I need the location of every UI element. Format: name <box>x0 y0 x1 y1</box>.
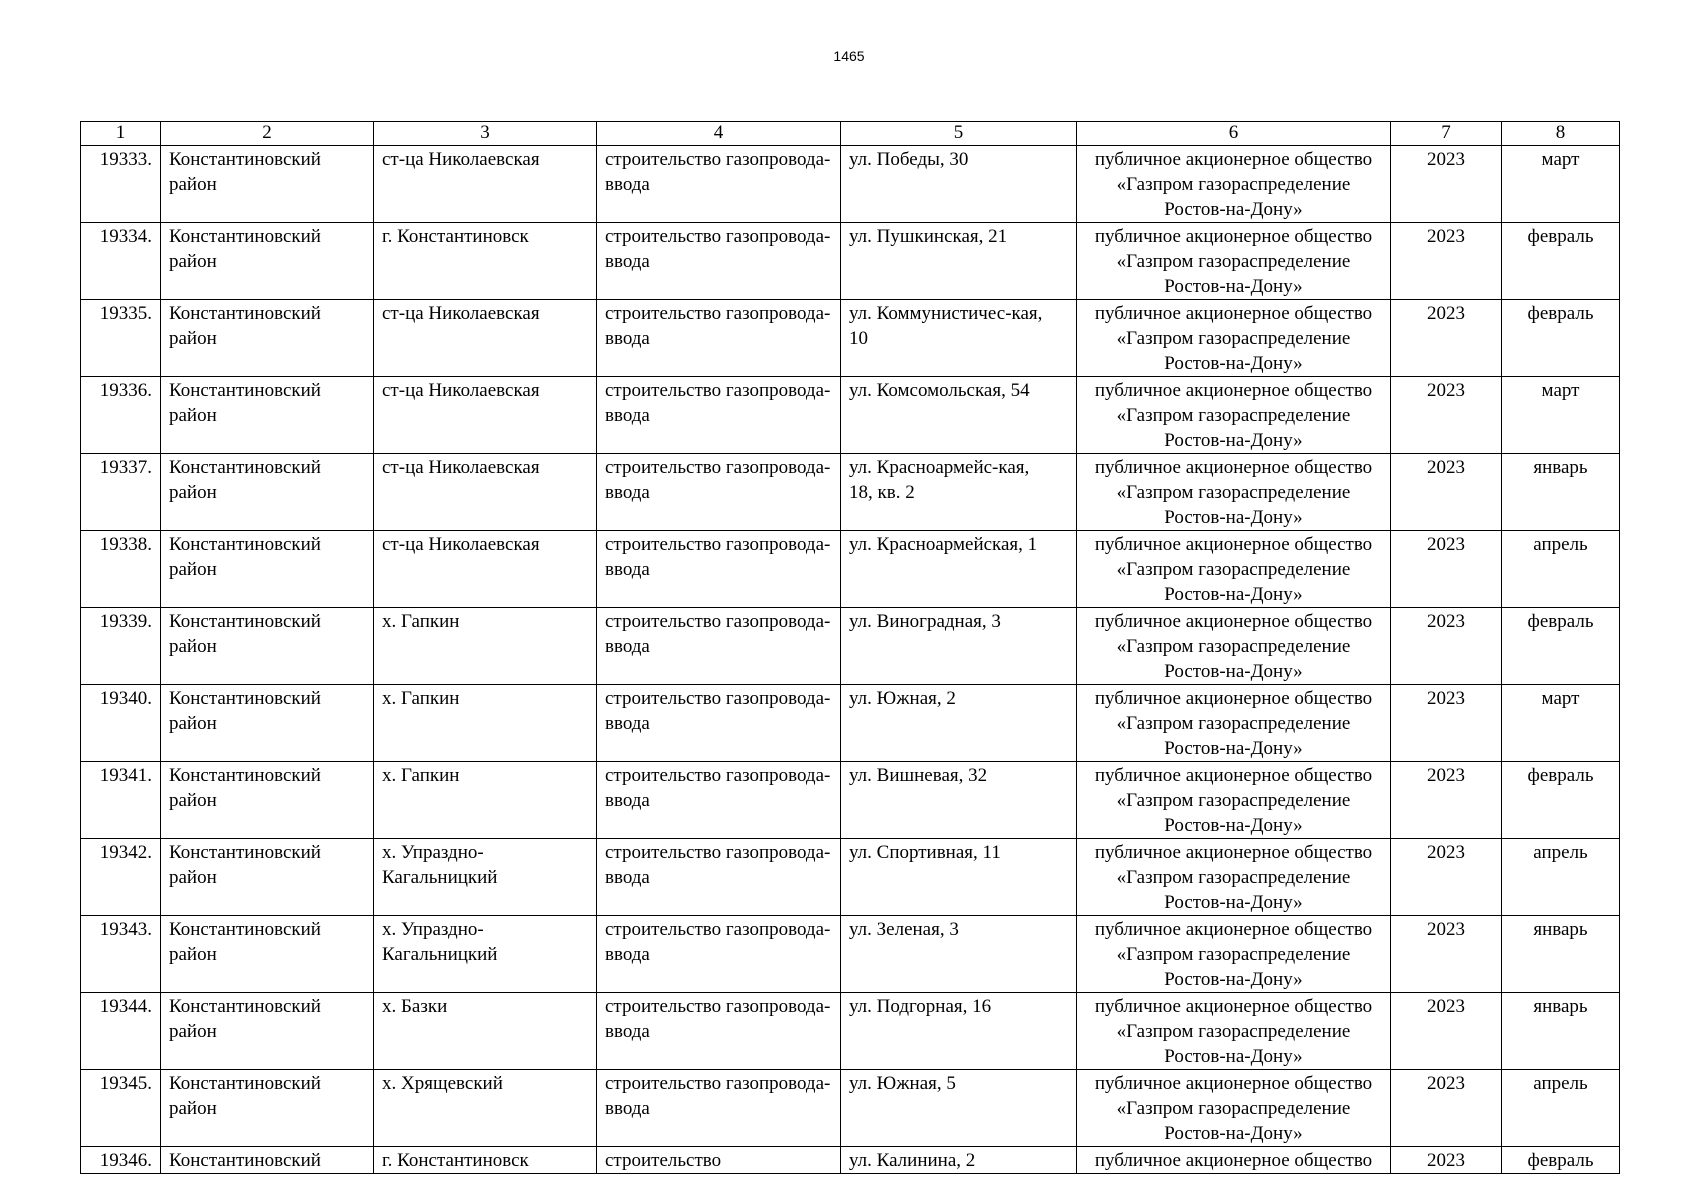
month-cell: март <box>1502 377 1620 454</box>
month-cell: февраль <box>1502 762 1620 839</box>
district-cell: Константиновский район <box>161 146 374 223</box>
table-row <box>81 608 1620 685</box>
organization-cell: публичное акционерное общество «Газпром газораспределение Ростов-на-Дону» <box>1077 839 1391 916</box>
settlement-cell: г. Константиновск <box>374 223 597 300</box>
organization-cell: публичное акционерное общество «Газпром газораспределение Ростов-на-Дону» <box>1077 223 1391 300</box>
year-cell: 2023 <box>1391 839 1502 916</box>
month-cell: февраль <box>1502 608 1620 685</box>
work-type-cell: строительство газопровода-ввода <box>597 993 841 1070</box>
address-cell: ул. Коммунистичес-кая, 10 <box>841 300 1077 377</box>
address-cell: ул. Пушкинская, 21 <box>841 223 1077 300</box>
settlement-cell: х. Базки <box>374 993 597 1070</box>
work-type-cell: строительство газопровода-ввода <box>597 300 841 377</box>
year-cell: 2023 <box>1391 454 1502 531</box>
table-row <box>81 454 1620 531</box>
settlement-cell: х. Упраздно-Кагальницкий <box>374 839 597 916</box>
column-header-1: 1 <box>81 122 161 146</box>
work-type-cell: строительство газопровода-ввода <box>597 839 841 916</box>
year-cell: 2023 <box>1391 1147 1502 1174</box>
district-cell: Константиновский район <box>161 531 374 608</box>
settlement-cell: х. Хрящевский <box>374 1070 597 1147</box>
work-type-cell: строительство газопровода-ввода <box>597 1070 841 1147</box>
row-number: 19342. <box>81 839 161 916</box>
district-cell: Константиновский район <box>161 1070 374 1147</box>
year-cell: 2023 <box>1391 300 1502 377</box>
year-cell: 2023 <box>1391 146 1502 223</box>
settlement-cell: ст-ца Николаевская <box>374 454 597 531</box>
address-cell: ул. Комсомольская, 54 <box>841 377 1077 454</box>
row-number: 19333. <box>81 146 161 223</box>
district-cell: Константиновский район <box>161 993 374 1070</box>
data-table <box>80 121 1620 1174</box>
row-number: 19334. <box>81 223 161 300</box>
month-cell: февраль <box>1502 300 1620 377</box>
organization-cell: публичное акционерное общество «Газпром газораспределение Ростов-на-Дону» <box>1077 762 1391 839</box>
work-type-cell: строительство газопровода-ввода <box>597 454 841 531</box>
year-cell: 2023 <box>1391 1070 1502 1147</box>
district-cell: Константиновский район <box>161 608 374 685</box>
month-cell: март <box>1502 146 1620 223</box>
organization-cell: публичное акционерное общество <box>1077 1147 1391 1174</box>
organization-cell: публичное акционерное общество «Газпром газораспределение Ростов-на-Дону» <box>1077 300 1391 377</box>
work-type-cell: строительство газопровода-ввода <box>597 916 841 993</box>
table-row <box>81 839 1620 916</box>
settlement-cell: ст-ца Николаевская <box>374 531 597 608</box>
organization-cell: публичное акционерное общество «Газпром газораспределение Ростов-на-Дону» <box>1077 454 1391 531</box>
year-cell: 2023 <box>1391 531 1502 608</box>
month-cell: апрель <box>1502 1070 1620 1147</box>
column-header-3: 3 <box>374 122 597 146</box>
table-row <box>81 146 1620 223</box>
district-cell: Константиновский <box>161 1147 374 1174</box>
month-cell: февраль <box>1502 223 1620 300</box>
table-row <box>81 993 1620 1070</box>
year-cell: 2023 <box>1391 223 1502 300</box>
column-header-6: 6 <box>1077 122 1391 146</box>
settlement-cell: г. Константиновск <box>374 1147 597 1174</box>
row-number: 19346. <box>81 1147 161 1174</box>
year-cell: 2023 <box>1391 916 1502 993</box>
table-row <box>81 531 1620 608</box>
page-number: 1465 <box>833 48 865 64</box>
year-cell: 2023 <box>1391 608 1502 685</box>
table-row <box>81 685 1620 762</box>
settlement-cell: ст-ца Николаевская <box>374 146 597 223</box>
district-cell: Константиновский район <box>161 377 374 454</box>
month-cell: апрель <box>1502 531 1620 608</box>
work-type-cell: строительство газопровода-ввода <box>597 685 841 762</box>
month-cell: январь <box>1502 454 1620 531</box>
district-cell: Константиновский район <box>161 839 374 916</box>
year-cell: 2023 <box>1391 993 1502 1070</box>
table-row <box>81 762 1620 839</box>
address-cell: ул. Южная, 2 <box>841 685 1077 762</box>
row-number: 19337. <box>81 454 161 531</box>
district-cell: Константиновский район <box>161 223 374 300</box>
row-number: 19344. <box>81 993 161 1070</box>
address-cell: ул. Калинина, 2 <box>841 1147 1077 1174</box>
column-header-8: 8 <box>1502 122 1620 146</box>
column-header-2: 2 <box>161 122 374 146</box>
row-number: 19336. <box>81 377 161 454</box>
address-cell: ул. Красноармейс-кая, 18, кв. 2 <box>841 454 1077 531</box>
address-cell: ул. Южная, 5 <box>841 1070 1077 1147</box>
row-number: 19341. <box>81 762 161 839</box>
row-number: 19340. <box>81 685 161 762</box>
organization-cell: публичное акционерное общество «Газпром газораспределение Ростов-на-Дону» <box>1077 685 1391 762</box>
district-cell: Константиновский район <box>161 454 374 531</box>
district-cell: Константиновский район <box>161 916 374 993</box>
address-cell: ул. Зеленая, 3 <box>841 916 1077 993</box>
table-row <box>81 300 1620 377</box>
address-cell: ул. Виноградная, 3 <box>841 608 1077 685</box>
month-cell: январь <box>1502 993 1620 1070</box>
year-cell: 2023 <box>1391 685 1502 762</box>
work-type-cell: строительство газопровода-ввода <box>597 223 841 300</box>
organization-cell: публичное акционерное общество «Газпром газораспределение Ростов-на-Дону» <box>1077 608 1391 685</box>
year-cell: 2023 <box>1391 762 1502 839</box>
organization-cell: публичное акционерное общество «Газпром газораспределение Ростов-на-Дону» <box>1077 377 1391 454</box>
address-cell: ул. Победы, 30 <box>841 146 1077 223</box>
month-cell: апрель <box>1502 839 1620 916</box>
header-row <box>81 122 1620 146</box>
work-type-cell: строительство газопровода-ввода <box>597 146 841 223</box>
month-cell: март <box>1502 685 1620 762</box>
row-number: 19345. <box>81 1070 161 1147</box>
settlement-cell: х. Гапкин <box>374 685 597 762</box>
organization-cell: публичное акционерное общество «Газпром газораспределение Ростов-на-Дону» <box>1077 993 1391 1070</box>
work-type-cell: строительство газопровода-ввода <box>597 608 841 685</box>
row-number: 19343. <box>81 916 161 993</box>
organization-cell: публичное акционерное общество «Газпром газораспределение Ростов-на-Дону» <box>1077 146 1391 223</box>
address-cell: ул. Красноармейская, 1 <box>841 531 1077 608</box>
settlement-cell: х. Гапкин <box>374 608 597 685</box>
address-cell: ул. Подгорная, 16 <box>841 993 1077 1070</box>
table-row <box>81 1147 1620 1174</box>
district-cell: Константиновский район <box>161 762 374 839</box>
settlement-cell: х. Гапкин <box>374 762 597 839</box>
work-type-cell: строительство газопровода-ввода <box>597 377 841 454</box>
column-header-4: 4 <box>597 122 841 146</box>
table-row <box>81 377 1620 454</box>
table-row <box>81 916 1620 993</box>
organization-cell: публичное акционерное общество «Газпром газораспределение Ростов-на-Дону» <box>1077 916 1391 993</box>
column-header-5: 5 <box>841 122 1077 146</box>
work-type-cell: строительство газопровода-ввода <box>597 531 841 608</box>
table-row <box>81 1070 1620 1147</box>
district-cell: Константиновский район <box>161 685 374 762</box>
table-body <box>81 146 1620 1174</box>
settlement-cell: ст-ца Николаевская <box>374 377 597 454</box>
address-cell: ул. Вишневая, 32 <box>841 762 1077 839</box>
month-cell: январь <box>1502 916 1620 993</box>
work-type-cell: строительство газопровода-ввода <box>597 762 841 839</box>
year-cell: 2023 <box>1391 377 1502 454</box>
column-header-7: 7 <box>1391 122 1502 146</box>
settlement-cell: ст-ца Николаевская <box>374 300 597 377</box>
work-type-cell: строительство <box>597 1147 841 1174</box>
district-cell: Константиновский район <box>161 300 374 377</box>
table-row <box>81 223 1620 300</box>
month-cell: февраль <box>1502 1147 1620 1174</box>
row-number: 19338. <box>81 531 161 608</box>
row-number: 19335. <box>81 300 161 377</box>
address-cell: ул. Спортивная, 11 <box>841 839 1077 916</box>
settlement-cell: х. Упраздно-Кагальницкий <box>374 916 597 993</box>
organization-cell: публичное акционерное общество «Газпром газораспределение Ростов-на-Дону» <box>1077 1070 1391 1147</box>
organization-cell: публичное акционерное общество «Газпром газораспределение Ростов-на-Дону» <box>1077 531 1391 608</box>
table-header <box>81 122 1620 146</box>
row-number: 19339. <box>81 608 161 685</box>
